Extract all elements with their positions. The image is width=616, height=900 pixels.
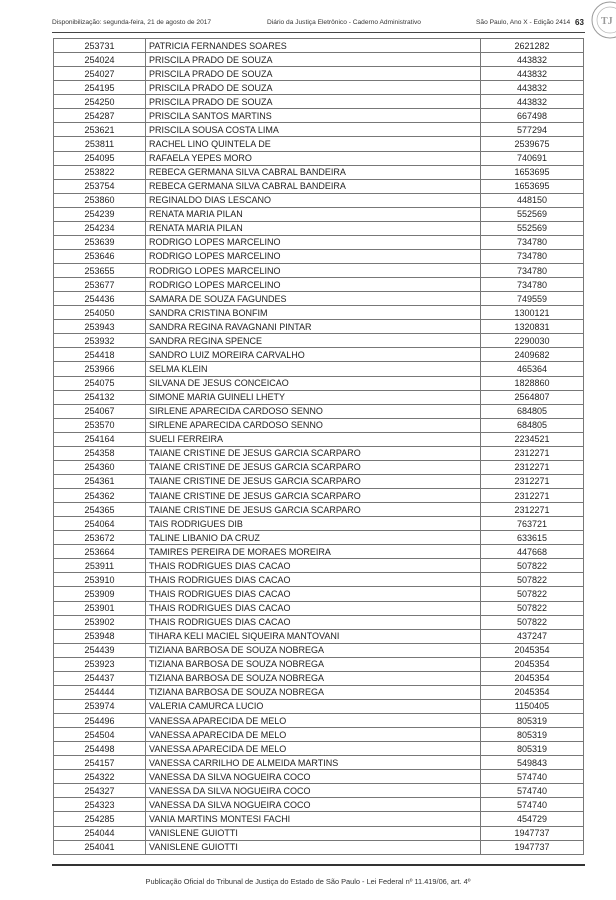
row-number: 454729: [481, 812, 584, 826]
row-name: VANIA MARTINS MONTESI FACHI: [146, 812, 481, 826]
row-number: 1947737: [481, 826, 584, 840]
table-row: [54, 264, 584, 278]
row-id: 254095: [54, 151, 146, 165]
row-id: 254362: [54, 489, 146, 503]
row-number: 1320831: [481, 320, 584, 334]
table-row: [54, 446, 584, 460]
table-row: [54, 756, 584, 770]
row-id: 254439: [54, 643, 146, 657]
row-id: 253677: [54, 278, 146, 292]
row-number: 684805: [481, 404, 584, 418]
row-id: 254195: [54, 81, 146, 95]
row-name: VALERIA CAMURCA LUCIO: [146, 699, 481, 713]
row-name: TAIANE CRISTINE DE JESUS GARCIA SCARPARO: [146, 446, 481, 460]
row-name: RENATA MARIA PILAN: [146, 221, 481, 235]
table-row: [54, 432, 584, 446]
row-name: PRISCILA PRADO DE SOUZA: [146, 95, 481, 109]
row-id: 253754: [54, 179, 146, 193]
footer-divider: [52, 864, 585, 866]
row-id: 254437: [54, 671, 146, 685]
row-id: 254239: [54, 207, 146, 221]
row-id: 254050: [54, 306, 146, 320]
row-id: 254327: [54, 784, 146, 798]
table-row: [54, 95, 584, 109]
table-row: [54, 474, 584, 488]
table-row: [54, 165, 584, 179]
table-row: [54, 193, 584, 207]
row-id: 254418: [54, 348, 146, 362]
row-id: 253932: [54, 334, 146, 348]
row-number: 2539675: [481, 137, 584, 151]
table-row: [54, 221, 584, 235]
row-name: THAIS RODRIGUES DIAS CACAO: [146, 615, 481, 629]
row-name: TAIANE CRISTINE DE JESUS GARCIA SCARPARO: [146, 489, 481, 503]
table-row: [54, 67, 584, 81]
row-name: VANESSA APARECIDA DE MELO: [146, 714, 481, 728]
row-number: 447668: [481, 545, 584, 559]
table-row: [54, 573, 584, 587]
row-id: 254044: [54, 826, 146, 840]
table-row: [54, 207, 584, 221]
row-name: VANESSA CARRILHO DE ALMEIDA MARTINS: [146, 756, 481, 770]
table-row: [54, 53, 584, 67]
table-row: [54, 615, 584, 629]
row-name: VANISLENE GUIOTTI: [146, 840, 481, 854]
row-id: 253943: [54, 320, 146, 334]
row-name: THAIS RODRIGUES DIAS CACAO: [146, 559, 481, 573]
table-row: [54, 503, 584, 517]
table-row: [54, 235, 584, 249]
row-name: PRISCILA PRADO DE SOUZA: [146, 67, 481, 81]
row-name: RODRIGO LOPES MARCELINO: [146, 235, 481, 249]
row-id: 254234: [54, 221, 146, 235]
row-number: 734780: [481, 249, 584, 263]
table-row: [54, 278, 584, 292]
row-id: 254322: [54, 770, 146, 784]
table-body: [54, 39, 584, 855]
row-name: RODRIGO LOPES MARCELINO: [146, 249, 481, 263]
row-name: SANDRO LUIZ MOREIRA CARVALHO: [146, 348, 481, 362]
row-id: 254323: [54, 798, 146, 812]
row-number: 507822: [481, 615, 584, 629]
header-date: Disponibilização: segunda-feira, 21 de agosto de 2017: [52, 19, 212, 26]
row-id: 253731: [54, 39, 146, 53]
row-name: TIHARA KELI MACIEL SIQUEIRA MANTOVANI: [146, 629, 481, 643]
row-name: SIRLENE APARECIDA CARDOSO SENNO: [146, 418, 481, 432]
table-row: [54, 390, 584, 404]
row-number: 507822: [481, 587, 584, 601]
row-id: 254157: [54, 756, 146, 770]
row-id: 253974: [54, 699, 146, 713]
row-number: 2045354: [481, 671, 584, 685]
row-name: SANDRA REGINA SPENCE: [146, 334, 481, 348]
seal-text: TJ: [601, 16, 613, 27]
row-id: 253860: [54, 193, 146, 207]
row-id: 254498: [54, 742, 146, 756]
table-row: [54, 742, 584, 756]
row-name: SAMARA DE SOUZA FAGUNDES: [146, 292, 481, 306]
row-id: 253655: [54, 264, 146, 278]
row-id: 254027: [54, 67, 146, 81]
row-name: VANESSA DA SILVA NOGUEIRA COCO: [146, 798, 481, 812]
row-name: VANESSA DA SILVA NOGUEIRA COCO: [146, 784, 481, 798]
row-number: 734780: [481, 264, 584, 278]
table-row: [54, 812, 584, 826]
row-name: TIZIANA BARBOSA DE SOUZA NOBREGA: [146, 657, 481, 671]
row-number: 443832: [481, 53, 584, 67]
row-number: 2234521: [481, 432, 584, 446]
row-number: 1947737: [481, 840, 584, 854]
row-name: TIZIANA BARBOSA DE SOUZA NOBREGA: [146, 643, 481, 657]
row-number: 577294: [481, 123, 584, 137]
row-id: 253570: [54, 418, 146, 432]
table-row: [54, 517, 584, 531]
row-number: 507822: [481, 601, 584, 615]
row-number: 443832: [481, 95, 584, 109]
table-row: [54, 657, 584, 671]
table-row: [54, 348, 584, 362]
page-number: 63: [575, 18, 584, 27]
row-number: 805319: [481, 742, 584, 756]
row-number: 2045354: [481, 657, 584, 671]
table-row: [54, 545, 584, 559]
table-row: [54, 699, 584, 713]
row-number: 2290030: [481, 334, 584, 348]
row-id: 254358: [54, 446, 146, 460]
row-id: 254064: [54, 517, 146, 531]
page-footer: Publicação Oficial do Tribunal de Justiça do Estado de São Paulo - Lei Federal nº 11.419/06, art. 4º: [145, 877, 471, 886]
row-name: VANESSA DA SILVA NOGUEIRA COCO: [146, 770, 481, 784]
row-name: RODRIGO LOPES MARCELINO: [146, 278, 481, 292]
table-row: [54, 179, 584, 193]
row-id: 253822: [54, 165, 146, 179]
table-row: [54, 629, 584, 643]
row-number: 2409682: [481, 348, 584, 362]
row-number: 574740: [481, 798, 584, 812]
row-number: 2312271: [481, 460, 584, 474]
row-name: TALINE LIBANIO DA CRUZ: [146, 531, 481, 545]
row-id: 254444: [54, 685, 146, 699]
row-id: 253966: [54, 362, 146, 376]
row-name: REBECA GERMANA SILVA CABRAL BANDEIRA: [146, 179, 481, 193]
row-id: 254250: [54, 95, 146, 109]
row-name: VANISLENE GUIOTTI: [146, 826, 481, 840]
row-name: VANESSA APARECIDA DE MELO: [146, 728, 481, 742]
row-id: 253811: [54, 137, 146, 151]
table-row: [54, 418, 584, 432]
row-id: 253672: [54, 531, 146, 545]
row-name: SILVANA DE JESUS CONCEICAO: [146, 376, 481, 390]
row-name: SANDRA CRISTINA BONFIM: [146, 306, 481, 320]
table-row: [54, 376, 584, 390]
row-number: 740691: [481, 151, 584, 165]
row-id: 254067: [54, 404, 146, 418]
table-row: [54, 840, 584, 854]
table-row: [54, 81, 584, 95]
row-name: THAIS RODRIGUES DIAS CACAO: [146, 573, 481, 587]
row-number: 552569: [481, 221, 584, 235]
row-number: 684805: [481, 418, 584, 432]
row-number: 2621282: [481, 39, 584, 53]
row-name: SIRLENE APARECIDA CARDOSO SENNO: [146, 404, 481, 418]
table-row: [54, 306, 584, 320]
table-row: [54, 460, 584, 474]
table-row: [54, 714, 584, 728]
header-divider: [52, 32, 585, 33]
row-number: 2564807: [481, 390, 584, 404]
row-name: RACHEL LINO QUINTELA DE: [146, 137, 481, 151]
table-row: [54, 798, 584, 812]
row-number: 805319: [481, 728, 584, 742]
row-id: 254496: [54, 714, 146, 728]
row-number: 1300121: [481, 306, 584, 320]
table-row: [54, 728, 584, 742]
row-id: 253646: [54, 249, 146, 263]
row-number: 507822: [481, 559, 584, 573]
row-id: 253909: [54, 587, 146, 601]
row-name: PRISCILA SOUSA COSTA LIMA: [146, 123, 481, 137]
row-number: 448150: [481, 193, 584, 207]
table-row: [54, 292, 584, 306]
row-number: 2312271: [481, 489, 584, 503]
table-row: [54, 404, 584, 418]
table-row: [54, 671, 584, 685]
table-row: [54, 334, 584, 348]
row-number: 574740: [481, 770, 584, 784]
page-header: [52, 19, 587, 31]
table-row: [54, 601, 584, 615]
row-number: 2045354: [481, 685, 584, 699]
row-id: 253664: [54, 545, 146, 559]
row-name: SIMONE MARIA GUINELI LHETY: [146, 390, 481, 404]
row-name: TAIS RODRIGUES DIB: [146, 517, 481, 531]
row-name: PRISCILA PRADO DE SOUZA: [146, 81, 481, 95]
row-name: REGINALDO DIAS LESCANO: [146, 193, 481, 207]
row-number: 443832: [481, 81, 584, 95]
row-number: 2312271: [481, 503, 584, 517]
row-name: THAIS RODRIGUES DIAS CACAO: [146, 601, 481, 615]
row-number: 749559: [481, 292, 584, 306]
row-id: 254504: [54, 728, 146, 742]
table-row: [54, 123, 584, 137]
row-id: 254164: [54, 432, 146, 446]
row-id: 254436: [54, 292, 146, 306]
row-name: PRISCILA PRADO DE SOUZA: [146, 53, 481, 67]
row-id: 253948: [54, 629, 146, 643]
row-number: 763721: [481, 517, 584, 531]
row-id: 253923: [54, 657, 146, 671]
row-id: 254360: [54, 460, 146, 474]
header-publication: Diário da Justiça Eletrônico - Caderno Administrativo: [267, 19, 421, 26]
row-number: 667498: [481, 109, 584, 123]
row-name: RAFAELA YEPES MORO: [146, 151, 481, 165]
row-id: 253639: [54, 235, 146, 249]
row-name: RODRIGO LOPES MARCELINO: [146, 264, 481, 278]
table-row: [54, 362, 584, 376]
row-name: SANDRA REGINA RAVAGNANI PINTAR: [146, 320, 481, 334]
row-id: 254365: [54, 503, 146, 517]
table-row: [54, 489, 584, 503]
row-number: 2312271: [481, 474, 584, 488]
row-number: 1653695: [481, 165, 584, 179]
header-edition: São Paulo, Ano X - Edição 2414: [476, 19, 571, 26]
row-name: SELMA KLEIN: [146, 362, 481, 376]
row-number: 1150405: [481, 699, 584, 713]
row-id: 254041: [54, 840, 146, 854]
table-row: [54, 109, 584, 123]
row-id: 254361: [54, 474, 146, 488]
row-number: 507822: [481, 573, 584, 587]
row-name: TAIANE CRISTINE DE JESUS GARCIA SCARPARO: [146, 474, 481, 488]
row-name: TAIANE CRISTINE DE JESUS GARCIA SCARPARO: [146, 503, 481, 517]
row-id: 253901: [54, 601, 146, 615]
table-row: [54, 770, 584, 784]
row-name: TIZIANA BARBOSA DE SOUZA NOBREGA: [146, 685, 481, 699]
table-row: [54, 559, 584, 573]
row-number: 805319: [481, 714, 584, 728]
table-row: [54, 320, 584, 334]
table-row: [54, 784, 584, 798]
row-id: 253910: [54, 573, 146, 587]
row-id: 253902: [54, 615, 146, 629]
row-number: 465364: [481, 362, 584, 376]
row-name: THAIS RODRIGUES DIAS CACAO: [146, 587, 481, 601]
table-row: [54, 685, 584, 699]
table-row: [54, 531, 584, 545]
row-name: PATRICIA FERNANDES SOARES: [146, 39, 481, 53]
row-id: 254132: [54, 390, 146, 404]
payment-table: [53, 38, 584, 855]
table-row: [54, 151, 584, 165]
row-number: 2045354: [481, 643, 584, 657]
row-name: SUELI FERREIRA: [146, 432, 481, 446]
row-id: 253911: [54, 559, 146, 573]
row-number: 552569: [481, 207, 584, 221]
row-number: 549843: [481, 756, 584, 770]
row-number: 734780: [481, 278, 584, 292]
row-name: TAIANE CRISTINE DE JESUS GARCIA SCARPARO: [146, 460, 481, 474]
row-number: 1653695: [481, 179, 584, 193]
row-name: REBECA GERMANA SILVA CABRAL BANDEIRA: [146, 165, 481, 179]
table-row: [54, 826, 584, 840]
row-number: 734780: [481, 235, 584, 249]
table-row: [54, 643, 584, 657]
row-number: 443832: [481, 67, 584, 81]
table-row: [54, 39, 584, 53]
row-number: 2312271: [481, 446, 584, 460]
row-id: 254024: [54, 53, 146, 67]
row-number: 437247: [481, 629, 584, 643]
row-number: 1828860: [481, 376, 584, 390]
row-name: PRISCILA SANTOS MARTINS: [146, 109, 481, 123]
row-number: 633615: [481, 531, 584, 545]
row-id: 253621: [54, 123, 146, 137]
row-id: 254287: [54, 109, 146, 123]
row-name: RENATA MARIA PILAN: [146, 207, 481, 221]
table-row: [54, 587, 584, 601]
row-number: 574740: [481, 784, 584, 798]
row-name: TAMIRES PEREIRA DE MORAES MOREIRA: [146, 545, 481, 559]
table-row: [54, 249, 584, 263]
row-name: VANESSA APARECIDA DE MELO: [146, 742, 481, 756]
table-row: [54, 137, 584, 151]
court-seal-icon: [590, 0, 616, 40]
row-id: 254075: [54, 376, 146, 390]
row-id: 254285: [54, 812, 146, 826]
row-name: TIZIANA BARBOSA DE SOUZA NOBREGA: [146, 671, 481, 685]
